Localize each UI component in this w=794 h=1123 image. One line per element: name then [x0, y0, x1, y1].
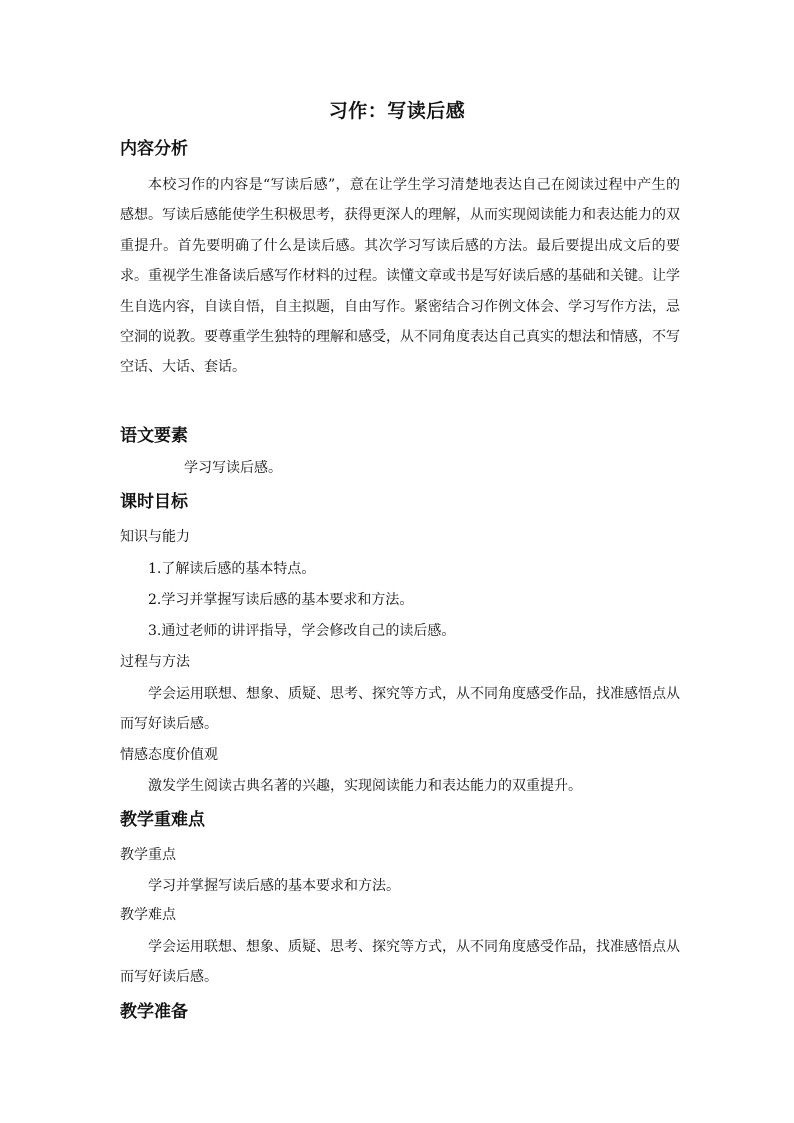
language-elements-text: 学习写读后感。: [184, 460, 282, 476]
heading-key-points: 教学重难点: [120, 810, 205, 830]
difficulty-paragraph: 学会运用联想、想象、质疑、思考、探究等方式，从不同角度感受作品，找准感悟点从而写好读后感。: [120, 939, 680, 986]
emotion-paragraph: 激发学生阅读古典名著的兴趣，实现阅读能力和表达能力的双重提升。: [148, 778, 582, 794]
focus-paragraph: 学习并掌握写读后感的基本要求和方法。: [148, 878, 400, 894]
knowledge-item-1: 1.了解读后感的基本特点。: [148, 561, 316, 577]
process-paragraph: 学会运用联想、想象、质疑、思考、探究等方式，从不同角度感受作品，找准感悟点从而写好读后感。: [120, 686, 680, 733]
subheading-emotion: 情感态度价值观: [120, 747, 218, 763]
heading-language-elements: 语文要素: [120, 426, 188, 446]
knowledge-item-3: 3.通过老师的讲评指导，学会修改自己的读后感。: [148, 623, 456, 639]
heading-lesson-goals: 课时目标: [120, 492, 188, 512]
document-title: 习作：写读后感: [328, 100, 466, 122]
subheading-focus: 教学重点: [120, 847, 176, 863]
content-analysis-paragraph: 本校习作的内容是“写读后感”，意在让学生学习清楚地表达自己在阅读过程中产生的感想。写读后感能使学生积极思考，获得更深人的理解，从而实现阅读能力和表达能力的双重提升。首先要明确了什么是读后感。其次学习写读后感的方法。最后要提出成文后的要求。重视学生准备读后感写作材料的过程。读懂文章或书是写好读后感的基础和关键。让学生自选内容，自读自悟，自主拟题，自由写作。紧密结合习作例文体会、学习写作方法，忌空洞的说教。要尊重学生独特的理解和感受，从不同角度表达自己真实的想法和情感，不写空话、大话、套话。: [120, 177, 680, 376]
subheading-process: 过程与方法: [120, 654, 190, 670]
knowledge-item-2: 2.学习并掌握写读后感的基本要求和方法。: [148, 592, 414, 608]
subheading-knowledge: 知识与能力: [120, 529, 190, 545]
heading-content-analysis: 内容分析: [120, 139, 188, 159]
subheading-difficulty: 教学难点: [120, 907, 176, 923]
heading-preparation: 教学准备: [120, 1002, 188, 1022]
